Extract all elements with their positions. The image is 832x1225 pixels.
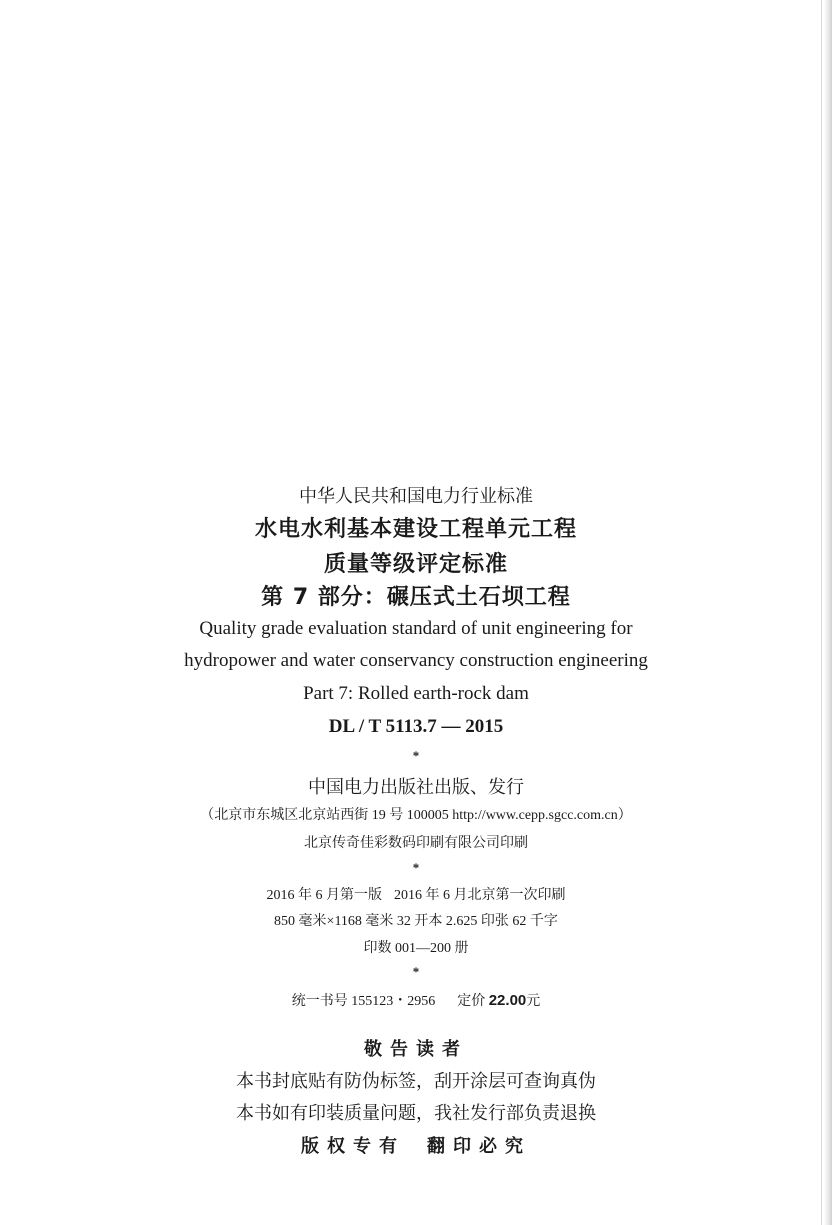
price-unit: 元 [526, 994, 541, 1009]
print-run: 印数 001—200 册 [363, 941, 469, 956]
copyright-line [0, 1132, 832, 1158]
edition-info [0, 884, 832, 904]
standard-name: 中华人民共和国电力行业标准 [299, 486, 533, 507]
title-line-3: 第 7 部分：碾压式土石坝工程 [261, 585, 571, 610]
format-info: 850 毫米×1168 毫米 32 开本 2.625 印张 62 千字 [274, 914, 558, 929]
edition-first: 2016 年 6 月第一版 [266, 888, 382, 903]
price-label: 定价 [457, 994, 486, 1009]
price-value: 22.00 [488, 992, 527, 1009]
separator-star: * [412, 860, 420, 875]
printer: 北京传奇佳彩数码印刷有限公司印刷 [304, 835, 528, 851]
standard-number: DL / T 5113.7 — 2015 [328, 716, 504, 737]
separator-star: * [412, 748, 420, 763]
english-title-line-2: hydropower and water conservancy construction engineering [184, 650, 648, 671]
notice-line-2: 本书如有印装质量问题，我社发行部负责退换 [236, 1103, 596, 1124]
copyright-a: 版权专有 [301, 1136, 405, 1157]
publisher-address: （北京市东城区北京站西街 19 号 100005 http://www.cepp.sgcc.com.cn） [200, 808, 632, 823]
publisher: 中国电力出版社出版、发行 [308, 777, 524, 798]
english-title-line-3: Part 7: Rolled earth-rock dam [303, 683, 529, 704]
title-line-2: 质量等级评定标准 [323, 552, 508, 577]
separator-star: * [412, 964, 420, 979]
isbn-price-line [0, 990, 832, 1010]
notice-title: 敬告读者 [364, 1039, 468, 1060]
title-line-1: 水电水利基本建设工程单元工程 [254, 517, 577, 542]
english-title-line-1: Quality grade evaluation standard of unit engineering for [199, 618, 633, 639]
copyright-b: 翻印必究 [427, 1136, 531, 1157]
isbn: 统一书号 155123・2956 [291, 994, 436, 1009]
edition-print: 2016 年 6 月北京第一次印刷 [394, 888, 566, 903]
notice-line-1: 本书封底贴有防伪标签，刮开涂层可查询真伪 [236, 1071, 596, 1092]
